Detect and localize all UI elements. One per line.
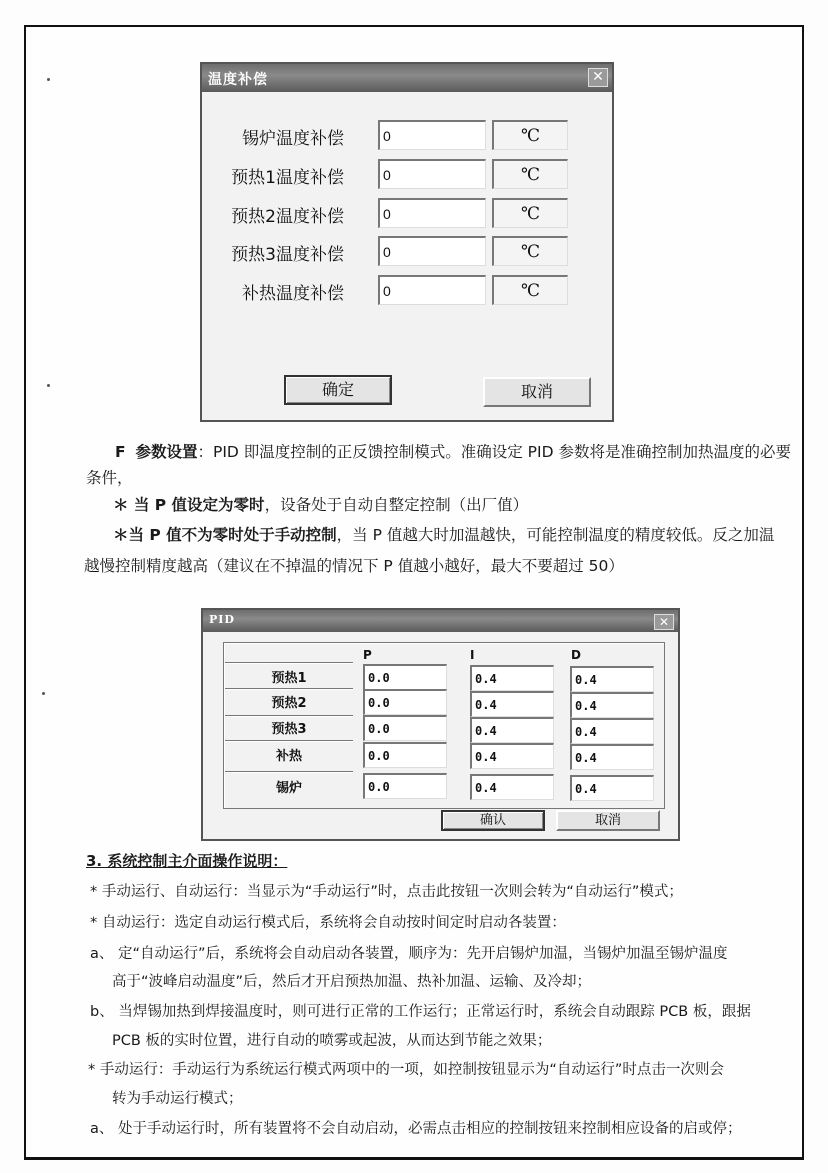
preheat2-d-field[interactable] <box>570 692 654 718</box>
section-heading-text: ：PID 即温度控制的正反馈控制模式。准确设定 PID 参数将是准确控制加热温度的必要 <box>197 443 791 461</box>
boiler-d-input[interactable] <box>572 777 653 800</box>
supplementary-heat-d-input[interactable] <box>572 746 653 769</box>
row-divider <box>225 771 353 773</box>
close-icon: ✕ <box>658 615 670 629</box>
column-header-d: D <box>571 648 581 662</box>
preheat3-d-input[interactable] <box>572 720 653 743</box>
supplementary-heat-p-field[interactable] <box>363 742 447 768</box>
scan-speck <box>47 78 50 81</box>
section-3-line: a、 处于手动运行时，所有装置将不会自动启动，必需点击相应的控制按钮来控制相应设备的启或停； <box>90 1121 742 1137</box>
pid-bullet-2 <box>113 525 774 545</box>
preheat3-d-field[interactable] <box>570 718 654 744</box>
bullet-bold: ＊当 P 值不为零时处于手动控制 <box>113 526 337 544</box>
preheat2-temp-offset-input[interactable] <box>380 200 485 227</box>
pid-row-label: 锡炉 <box>275 781 302 796</box>
pid-row-label: 预热3 <box>271 722 307 737</box>
dialog-titlebar <box>203 610 678 632</box>
preheat1-d-input[interactable] <box>572 668 653 691</box>
preheat2-i-input[interactable] <box>472 693 553 716</box>
supplementary-heat-d-field[interactable] <box>570 744 654 770</box>
section-3-line: PCB 板的实时位置，进行自动的喷雾或起波，从而达到节能之效果； <box>112 1033 552 1049</box>
field-label: 预热3温度补偿 <box>231 245 344 265</box>
unit-label: ℃ <box>492 159 568 189</box>
field-label: 锡炉温度补偿 <box>242 129 344 149</box>
preheat3-p-input[interactable] <box>365 717 446 740</box>
cancel-button[interactable]: 取消 <box>483 377 591 407</box>
pid-row-label: 补热 <box>275 749 302 764</box>
section-letter: F <box>115 443 126 461</box>
preheat3-temp-offset-input[interactable] <box>380 238 485 265</box>
preheat1-d-field[interactable] <box>570 666 654 692</box>
preheat2-p-input[interactable] <box>365 691 446 714</box>
cancel-button[interactable]: 取消 <box>556 810 660 831</box>
section-3-line: 高于“波峰启动温度”后，然后才开启预热加温、热补加温、运输、及冷却； <box>112 974 592 990</box>
boiler-d-field[interactable] <box>570 775 654 801</box>
preheat1-i-input[interactable] <box>472 667 553 690</box>
preheat3-p-field[interactable] <box>363 715 447 741</box>
column-header-p: P <box>363 648 372 662</box>
preheat1-i-field[interactable] <box>470 665 554 691</box>
preheat2-d-input[interactable] <box>572 694 653 717</box>
confirm-button[interactable]: 确认 <box>441 810 545 831</box>
section-3-title: 3. 系统控制主介面操作说明： <box>86 852 288 870</box>
section-3-line: * 手动运行：手动运行为系统运行模式两项中的一项，如控制按钮显示为“自动运行”时点击一次则会 <box>88 1062 724 1078</box>
preheat2-temp-offset-field[interactable] <box>378 198 486 228</box>
pid-row-label: 预热1 <box>271 671 307 686</box>
dialog-title: 温度补偿 <box>208 72 268 88</box>
field-label: 预热2温度补偿 <box>231 207 344 227</box>
boiler-i-field[interactable] <box>470 774 554 800</box>
preheat3-i-input[interactable] <box>472 719 553 742</box>
pid-row-label: 预热2 <box>271 696 307 711</box>
scan-speck <box>47 384 50 387</box>
boiler-i-input[interactable] <box>472 776 553 799</box>
boiler-p-field[interactable] <box>363 773 447 799</box>
preheat3-i-field[interactable] <box>470 717 554 743</box>
section-3-line: b、 当焊锡加热到焊接温度时，则可进行正常的工作运行；正常运行时，系统会自动跟踪 PCB 板，跟据 <box>90 1004 751 1020</box>
preheat1-temp-offset-field[interactable] <box>378 159 486 189</box>
dialog-titlebar <box>202 64 612 92</box>
temperature-compensation-dialog <box>200 62 614 422</box>
section-heading-bold: 参数设置 <box>135 443 198 461</box>
close-icon: ✕ <box>592 69 604 85</box>
column-header-i: I <box>470 648 475 662</box>
unit-label: ℃ <box>492 120 568 150</box>
close-button[interactable] <box>654 614 674 630</box>
boiler-temp-offset-input[interactable] <box>380 122 485 149</box>
field-label: 补热温度补偿 <box>242 284 344 304</box>
boiler-p-input[interactable] <box>365 775 446 798</box>
preheat1-p-field[interactable] <box>363 664 447 690</box>
unit-label: ℃ <box>492 198 568 228</box>
pid-section-heading <box>115 442 791 462</box>
preheat3-temp-offset-field[interactable] <box>378 236 486 266</box>
pid-bullet-1 <box>113 495 528 515</box>
bullet-text: ，当 P 值越大时加温越快，可能控制温度的精度较低。反之加温 <box>336 526 775 544</box>
pid-section-heading-cont: 条件， <box>86 469 133 487</box>
row-divider <box>225 688 353 690</box>
boiler-temp-offset-field[interactable] <box>378 120 486 150</box>
dialog-title: PID <box>209 613 235 626</box>
supplementary-heat-i-field[interactable] <box>470 743 554 769</box>
close-button[interactable] <box>588 68 608 87</box>
section-3-line: a、 定“自动运行”后，系统将会自动启动各装置，顺序为：先开启锡炉加温，当锡炉加温至锡炉温度 <box>90 946 728 962</box>
pid-bullet-2-cont: 越慢控制精度越高（建议在不掉温的情况下 P 值越小越好，最大不要超过 50） <box>84 557 624 575</box>
preheat1-temp-offset-input[interactable] <box>380 161 485 188</box>
bullet-bold: ＊ 当 P 值设定为零时 <box>113 496 265 514</box>
row-divider <box>225 662 353 664</box>
section-3-line: * 自动运行：选定自动运行模式后，系统将会自动按时间定时启动各装置： <box>90 915 566 931</box>
supplementary-heat-temp-offset-input[interactable] <box>380 277 485 304</box>
section-3-line: * 手动运行、自动运行：当显示为“手动运行”时，点击此按钮一次则会转为“自动运行”模式； <box>90 884 683 900</box>
supplementary-heat-p-input[interactable] <box>365 744 446 767</box>
bullet-text: ，设备处于自动自整定控制（出厂值） <box>264 496 529 514</box>
preheat2-p-field[interactable] <box>363 689 447 715</box>
pid-dialog <box>201 608 680 841</box>
scan-speck <box>42 692 45 695</box>
preheat2-i-field[interactable] <box>470 691 554 717</box>
ok-button[interactable]: 确定 <box>284 375 392 405</box>
field-label: 预热1温度补偿 <box>231 168 344 188</box>
section-3-line: 转为手动运行模式； <box>112 1091 243 1107</box>
row-divider <box>225 715 353 717</box>
preheat1-p-input[interactable] <box>365 666 446 689</box>
unit-label: ℃ <box>492 275 568 305</box>
row-divider <box>225 740 353 742</box>
unit-label: ℃ <box>492 236 568 266</box>
supplementary-heat-temp-offset-field[interactable] <box>378 275 486 305</box>
supplementary-heat-i-input[interactable] <box>472 745 553 768</box>
